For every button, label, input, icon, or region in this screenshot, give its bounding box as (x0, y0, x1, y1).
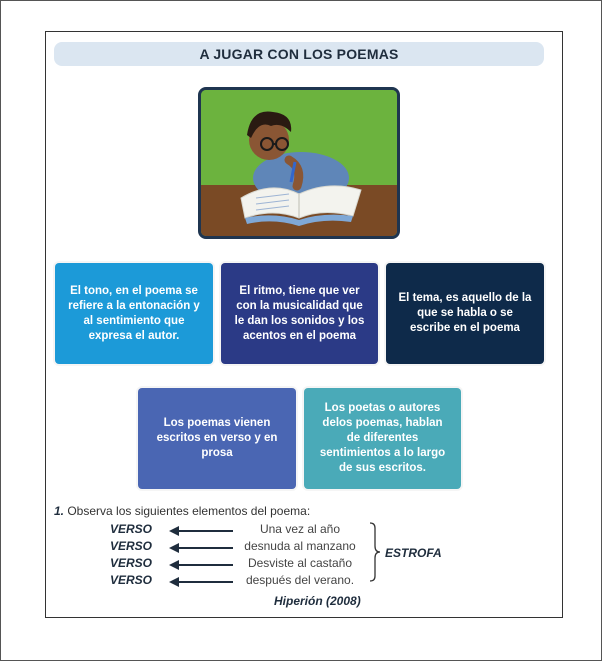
right-brace-icon (368, 522, 382, 582)
card-verso-prosa: Los poemas vienen escritos en verso y en prosa (138, 388, 296, 489)
left-arrow-icon (169, 526, 235, 536)
verse-line: Desviste al castaño (247, 556, 353, 570)
page-title: A JUGAR CON LOS POEMAS (54, 42, 544, 66)
estrofa-label: ESTROFA (385, 546, 442, 560)
card-poetas: Los poetas o autores delos poemas, hablan de diferentes sentimientos a lo largo de sus escritos. (304, 388, 461, 489)
exercise-number: 1. (54, 504, 65, 518)
poem-source: Hiperión (2008) (274, 594, 361, 608)
worksheet-page (45, 31, 563, 618)
left-arrow-icon (169, 560, 235, 570)
verse-label: VERSO (110, 539, 153, 553)
verse-label: VERSO (110, 556, 153, 570)
verse-line: después del verano. (245, 573, 355, 587)
exercise-instruction-text: Observa los siguientes elementos del poema: (64, 504, 311, 518)
verse-line: Una vez al año (259, 522, 341, 536)
verse-label: VERSO (110, 573, 153, 587)
left-arrow-icon (169, 543, 235, 553)
verse-label: VERSO (110, 522, 153, 536)
card-ritmo: El ritmo, tiene que ver con la musicalidad que le dan los sonidos y los acentos en el poema (221, 263, 378, 364)
verse-line: desnuda al manzano (244, 539, 356, 553)
card-tono: El tono, en el poema se refiere a la entonación y al sentimiento que expresa el autor. (55, 263, 213, 364)
boy-reading-book-illustration (198, 87, 400, 239)
card-tema: El tema, es aquello de la que se habla o se escribe en el poema (386, 263, 544, 364)
left-arrow-icon (169, 577, 235, 587)
exercise-instruction (54, 504, 310, 518)
